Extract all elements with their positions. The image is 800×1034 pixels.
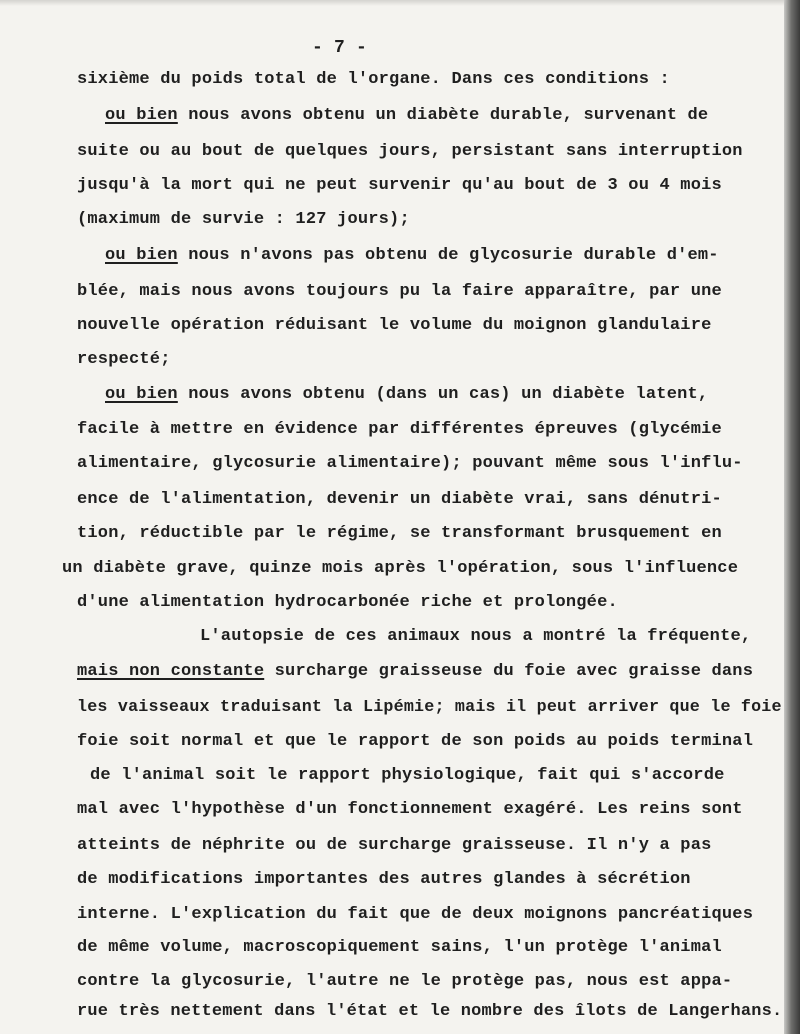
text-line-21: de l'animal soit le rapport physiologique, fait qui s'accorde <box>90 766 725 785</box>
text-line-24: de modifications importantes des autres glandes à sécrétion <box>77 870 691 889</box>
page-number: - 7 - <box>312 38 368 58</box>
text-line-23: atteints de néphrite ou de surcharge graisseuse. Il n'y a pas <box>77 836 712 855</box>
text-line-2: ou bien nous avons obtenu un diabète durable, survenant de <box>105 106 709 125</box>
text-line-3: suite ou au bout de quelques jours, persistant sans interruption <box>77 142 743 161</box>
text-line-13: ence de l'alimentation, devenir un diabète vrai, sans dénutri- <box>77 490 722 509</box>
text-line-6: ou bien nous n'avons pas obtenu de glycosurie durable d'em- <box>105 246 719 265</box>
text-line-12: alimentaire, glycosurie alimentaire); pouvant même sous l'influ- <box>77 454 743 473</box>
text-line-28: rue très nettement dans l'état et le nombre des îlots de Langerhans. <box>77 1002 783 1021</box>
text-line-17: L'autopsie de ces animaux nous a montré la fréquente, <box>200 627 752 646</box>
text-line-15: un diabète grave, quinze mois après l'opération, sous l'influence <box>62 559 739 578</box>
text-line-27: contre la glycosurie, l'autre ne le protège pas, nous est appa- <box>77 972 733 991</box>
text-line-19: les vaisseaux traduisant la Lipémie; mais il peut arriver que le foie <box>77 698 782 717</box>
underlined-phrase: ou bien <box>105 246 178 265</box>
text-line-5: (maximum de survie : 127 jours); <box>77 210 410 229</box>
text-line-1: sixième du poids total de l'organe. Dans ces conditions : <box>77 70 670 89</box>
text-line-10: ou bien nous avons obtenu (dans un cas) un diabète latent, <box>105 385 709 404</box>
text-line-7: blée, mais nous avons toujours pu la faire apparaître, par une <box>77 282 722 301</box>
text-line-22: mal avec l'hypothèse d'un fonctionnement exagéré. Les reins sont <box>77 800 743 819</box>
text-line-20: foie soit normal et que le rapport de son poids au poids terminal <box>77 732 754 751</box>
scan-right-edge <box>784 0 800 1034</box>
text-line-16: d'une alimentation hydrocarbonée riche et prolongée. <box>77 593 618 612</box>
text-line-18: mais non constante surcharge graisseuse du foie avec graisse dans <box>77 662 754 681</box>
text-line-9: respecté; <box>77 350 171 369</box>
scan-top-edge <box>0 0 800 6</box>
text-line-8: nouvelle opération réduisant le volume du moignon glandulaire <box>77 316 712 335</box>
text-line-11: facile à mettre en évidence par différentes épreuves (glycémie <box>77 420 722 439</box>
underlined-phrase: ou bien <box>105 385 178 404</box>
text-line-14: tion, réductible par le régime, se transformant brusquement en <box>77 524 722 543</box>
underlined-phrase: mais non constante <box>77 662 265 681</box>
underlined-phrase: ou bien <box>105 106 178 125</box>
text-line-4: jusqu'à la mort qui ne peut survenir qu'au bout de 3 ou 4 mois <box>77 176 722 195</box>
text-line-26: de même volume, macroscopiquement sains, l'un protège l'animal <box>77 938 722 957</box>
text-line-25: interne. L'explication du fait que de deux moignons pancréatiques <box>77 905 754 924</box>
